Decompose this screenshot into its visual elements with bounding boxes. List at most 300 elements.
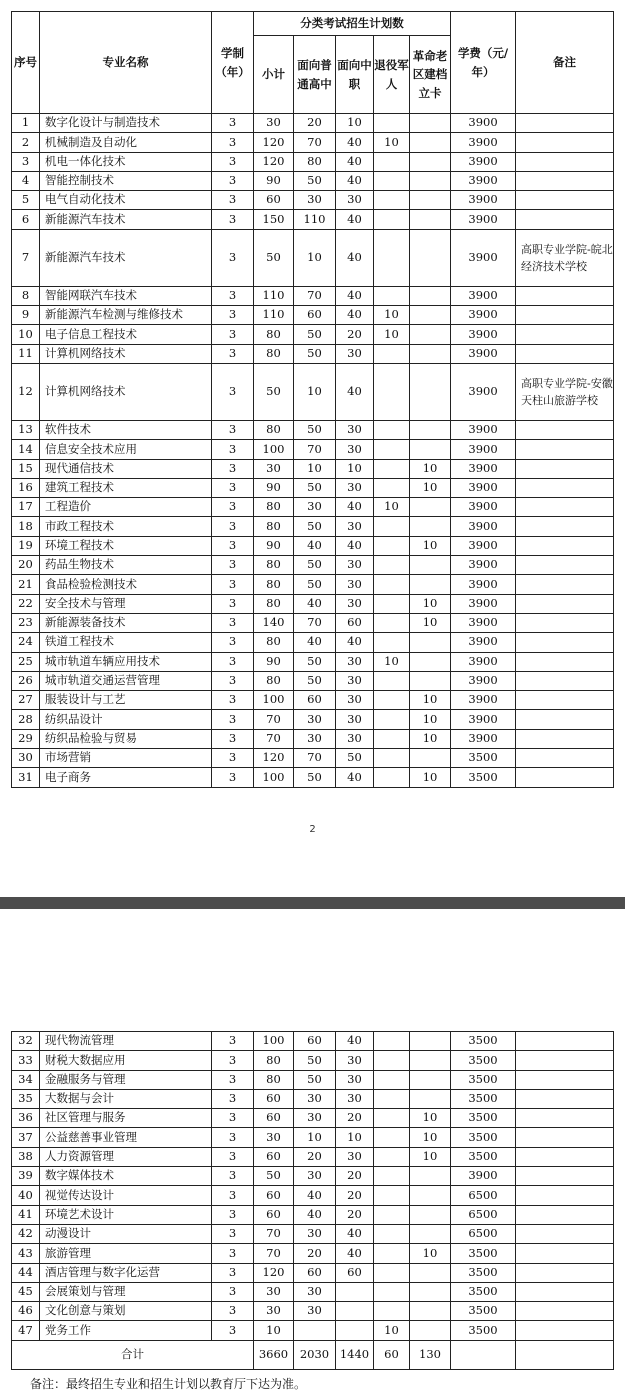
cell-name: 智能控制技术 (40, 171, 212, 190)
cell-subtotal: 10 (254, 1321, 294, 1340)
cell-note (516, 459, 614, 478)
page-number: 2 (309, 824, 316, 835)
cell-general: 70 (294, 613, 336, 632)
cell-name: 软件技术 (40, 420, 212, 439)
cell-general: 80 (294, 152, 336, 171)
cell-fee: 3500 (451, 1128, 516, 1147)
total-general: 2030 (294, 1340, 336, 1369)
cell-veteran (374, 517, 410, 536)
cell-veteran (374, 1205, 410, 1224)
table-row (12, 1205, 614, 1224)
table-row (12, 613, 614, 632)
cell-general: 50 (294, 1051, 336, 1070)
cell-name: 现代通信技术 (40, 459, 212, 478)
cell-note (516, 171, 614, 190)
cell-vocational: 30 (336, 652, 374, 671)
cell-fee: 3900 (451, 459, 516, 478)
cell-name: 城市轨道车辆应用技术 (40, 652, 212, 671)
table-row (12, 1128, 614, 1147)
cell-subtotal: 90 (254, 536, 294, 555)
table-row (12, 325, 614, 344)
cell-veteran (374, 1089, 410, 1108)
cell-poverty (410, 498, 451, 517)
cell-veteran (374, 229, 410, 286)
cell-veteran (374, 171, 410, 190)
cell-subtotal: 90 (254, 652, 294, 671)
cell-vocational: 30 (336, 671, 374, 690)
cell-vocational: 40 (336, 536, 374, 555)
cell-poverty (410, 152, 451, 171)
cell-general: 30 (294, 1089, 336, 1108)
cell-fee: 3900 (451, 536, 516, 555)
cell-veteran (374, 344, 410, 363)
total-vocational: 1440 (336, 1340, 374, 1369)
cell-years: 3 (212, 517, 254, 536)
cell-poverty: 10 (410, 1109, 451, 1128)
cell-subtotal: 120 (254, 152, 294, 171)
cell-note (516, 152, 614, 171)
header-note: 备注 (516, 12, 614, 114)
cell-vocational: 40 (336, 1224, 374, 1243)
cell-years: 3 (212, 152, 254, 171)
cell-years: 3 (212, 749, 254, 768)
cell-veteran (374, 440, 410, 459)
cell-veteran (374, 1128, 410, 1147)
cell-veteran (374, 1167, 410, 1186)
enrollment-table-page2 (11, 1031, 614, 1370)
header-fee: 学费（元/年） (451, 12, 516, 114)
cell-note (516, 1244, 614, 1263)
table-row (12, 729, 614, 748)
cell-note: 高职专业学院-安徽天柱山旅游学校 (516, 363, 614, 420)
cell-years: 3 (212, 229, 254, 286)
cell-vocational: 40 (336, 1032, 374, 1051)
cell-note (516, 536, 614, 555)
table-row (12, 286, 614, 305)
cell-poverty: 10 (410, 536, 451, 555)
cell-poverty (410, 440, 451, 459)
cell-name: 新能源汽车技术 (40, 229, 212, 286)
cell-years: 3 (212, 1302, 254, 1321)
cell-seq: 37 (12, 1128, 40, 1147)
cell-years: 3 (212, 440, 254, 459)
cell-fee: 3900 (451, 420, 516, 439)
cell-subtotal: 90 (254, 478, 294, 497)
cell-general: 60 (294, 691, 336, 710)
cell-years: 3 (212, 556, 254, 575)
cell-fee: 3500 (451, 768, 516, 787)
total-subtotal: 3660 (254, 1340, 294, 1369)
cell-note (516, 1070, 614, 1089)
cell-veteran (374, 1282, 410, 1301)
cell-seq: 46 (12, 1302, 40, 1321)
cell-poverty (410, 1224, 451, 1243)
cell-fee: 3900 (451, 652, 516, 671)
cell-general: 50 (294, 768, 336, 787)
header-years: 学制（年） (212, 12, 254, 114)
cell-general: 20 (294, 1244, 336, 1263)
cell-years: 3 (212, 1128, 254, 1147)
cell-name: 会展策划与管理 (40, 1282, 212, 1301)
cell-general: 40 (294, 594, 336, 613)
cell-seq: 21 (12, 575, 40, 594)
cell-seq: 25 (12, 652, 40, 671)
cell-fee: 3900 (451, 594, 516, 613)
cell-note (516, 768, 614, 787)
cell-name: 纺织品检验与贸易 (40, 729, 212, 748)
cell-veteran (374, 114, 410, 133)
cell-vocational: 30 (336, 710, 374, 729)
cell-subtotal: 80 (254, 344, 294, 363)
cell-years: 3 (212, 652, 254, 671)
cell-subtotal: 100 (254, 768, 294, 787)
cell-subtotal: 30 (254, 1302, 294, 1321)
cell-name: 建筑工程技术 (40, 478, 212, 497)
cell-name: 社区管理与服务 (40, 1109, 212, 1128)
cell-general: 70 (294, 286, 336, 305)
cell-seq: 23 (12, 613, 40, 632)
cell-seq: 2 (12, 133, 40, 152)
cell-poverty: 10 (410, 710, 451, 729)
cell-years: 3 (212, 536, 254, 555)
cell-subtotal: 30 (254, 1128, 294, 1147)
cell-vocational: 40 (336, 633, 374, 652)
cell-subtotal: 60 (254, 1109, 294, 1128)
cell-fee: 3900 (451, 671, 516, 690)
table-row (12, 1109, 614, 1128)
cell-veteran: 10 (374, 1321, 410, 1340)
table-row (12, 1302, 614, 1321)
header-name: 专业名称 (40, 12, 212, 114)
cell-general: 30 (294, 729, 336, 748)
cell-fee: 3900 (451, 478, 516, 497)
cell-general: 10 (294, 1128, 336, 1147)
cell-poverty (410, 556, 451, 575)
cell-note (516, 1109, 614, 1128)
cell-fee: 3500 (451, 1089, 516, 1108)
table-row (12, 210, 614, 229)
cell-fee: 3900 (451, 286, 516, 305)
cell-name: 电气自动化技术 (40, 191, 212, 210)
header-general: 面向普通高中 (294, 36, 336, 114)
cell-seq: 15 (12, 459, 40, 478)
table-row (12, 671, 614, 690)
cell-subtotal: 80 (254, 594, 294, 613)
cell-poverty (410, 210, 451, 229)
cell-poverty (410, 1205, 451, 1224)
cell-subtotal: 100 (254, 691, 294, 710)
cell-vocational: 30 (336, 191, 374, 210)
cell-general: 50 (294, 652, 336, 671)
cell-general: 30 (294, 1224, 336, 1243)
cell-name: 市场营销 (40, 749, 212, 768)
cell-fee: 3900 (451, 729, 516, 748)
cell-seq: 19 (12, 536, 40, 555)
cell-poverty (410, 633, 451, 652)
cell-fee: 3500 (451, 1282, 516, 1301)
cell-poverty: 10 (410, 729, 451, 748)
cell-poverty (410, 1263, 451, 1282)
table-row (12, 133, 614, 152)
cell-seq: 41 (12, 1205, 40, 1224)
cell-note (516, 1186, 614, 1205)
cell-note (516, 575, 614, 594)
cell-vocational (336, 1321, 374, 1340)
cell-fee: 3900 (451, 344, 516, 363)
cell-note (516, 710, 614, 729)
cell-years: 3 (212, 1089, 254, 1108)
cell-fee: 3900 (451, 575, 516, 594)
cell-general: 40 (294, 536, 336, 555)
cell-seq: 34 (12, 1070, 40, 1089)
cell-years: 3 (212, 1147, 254, 1166)
cell-veteran: 10 (374, 498, 410, 517)
table-row (12, 517, 614, 536)
table-row (12, 652, 614, 671)
table-row (12, 152, 614, 171)
cell-name: 机械制造及自动化 (40, 133, 212, 152)
cell-subtotal: 60 (254, 1205, 294, 1224)
cell-general: 60 (294, 1263, 336, 1282)
cell-subtotal: 30 (254, 114, 294, 133)
cell-note (516, 671, 614, 690)
cell-years: 3 (212, 306, 254, 325)
cell-poverty: 10 (410, 613, 451, 632)
cell-general: 10 (294, 459, 336, 478)
cell-subtotal: 70 (254, 1244, 294, 1263)
cell-subtotal: 150 (254, 210, 294, 229)
cell-fee: 3500 (451, 1263, 516, 1282)
table-row (12, 440, 614, 459)
cell-note (516, 729, 614, 748)
cell-note (516, 1263, 614, 1282)
cell-vocational (336, 1282, 374, 1301)
cell-vocational: 30 (336, 556, 374, 575)
cell-poverty (410, 420, 451, 439)
cell-seq: 1 (12, 114, 40, 133)
cell-note (516, 1302, 614, 1321)
cell-vocational: 20 (336, 1186, 374, 1205)
cell-poverty (410, 1070, 451, 1089)
cell-note (516, 1321, 614, 1340)
cell-veteran: 10 (374, 652, 410, 671)
cell-seq: 14 (12, 440, 40, 459)
cell-subtotal: 50 (254, 229, 294, 286)
cell-fee: 3900 (451, 710, 516, 729)
page-separator (0, 897, 625, 909)
cell-name: 视觉传达设计 (40, 1186, 212, 1205)
cell-note (516, 556, 614, 575)
cell-fee: 3500 (451, 1244, 516, 1263)
cell-fee: 3500 (451, 1109, 516, 1128)
cell-seq: 39 (12, 1167, 40, 1186)
cell-veteran (374, 191, 410, 210)
cell-name: 计算机网络技术 (40, 344, 212, 363)
cell-poverty (410, 517, 451, 536)
cell-poverty (410, 1186, 451, 1205)
cell-vocational: 10 (336, 459, 374, 478)
cell-note (516, 652, 614, 671)
table-row (12, 306, 614, 325)
cell-note (516, 325, 614, 344)
cell-vocational: 30 (336, 1051, 374, 1070)
table-row (12, 114, 614, 133)
enrollment-table-page1 (11, 11, 614, 788)
cell-general: 60 (294, 1032, 336, 1051)
cell-veteran (374, 613, 410, 632)
cell-veteran (374, 594, 410, 613)
cell-veteran (374, 671, 410, 690)
cell-seq: 38 (12, 1147, 40, 1166)
cell-fee: 3900 (451, 229, 516, 286)
cell-note (516, 133, 614, 152)
cell-subtotal: 120 (254, 1263, 294, 1282)
cell-fee: 3900 (451, 633, 516, 652)
cell-fee: 3500 (451, 1147, 516, 1166)
cell-vocational: 40 (336, 363, 374, 420)
cell-name: 城市轨道交通运营管理 (40, 671, 212, 690)
total-label: 合计 (12, 1340, 254, 1369)
cell-subtotal: 110 (254, 286, 294, 305)
cell-general: 50 (294, 517, 336, 536)
cell-veteran (374, 1051, 410, 1070)
footnote: 备注：最终招生专业和招生计划以教育厅下达为准。 (30, 1377, 307, 1391)
cell-veteran (374, 1070, 410, 1089)
table-row (12, 594, 614, 613)
cell-fee: 3900 (451, 191, 516, 210)
cell-subtotal: 80 (254, 498, 294, 517)
cell-veteran: 10 (374, 133, 410, 152)
table-row (12, 1186, 614, 1205)
cell-vocational: 30 (336, 478, 374, 497)
cell-poverty (410, 1302, 451, 1321)
cell-note (516, 498, 614, 517)
cell-fee: 3900 (451, 114, 516, 133)
cell-name: 动漫设计 (40, 1224, 212, 1243)
cell-poverty (410, 652, 451, 671)
cell-years: 3 (212, 1167, 254, 1186)
cell-poverty: 10 (410, 594, 451, 613)
cell-name: 大数据与会计 (40, 1089, 212, 1108)
cell-seq: 28 (12, 710, 40, 729)
cell-years: 3 (212, 1070, 254, 1089)
cell-veteran (374, 768, 410, 787)
cell-vocational: 40 (336, 498, 374, 517)
cell-general: 110 (294, 210, 336, 229)
table-row (12, 710, 614, 729)
cell-years: 3 (212, 1109, 254, 1128)
table-row (12, 229, 614, 286)
cell-note (516, 691, 614, 710)
table-row (12, 498, 614, 517)
cell-note (516, 440, 614, 459)
table-row (12, 691, 614, 710)
cell-seq: 29 (12, 729, 40, 748)
cell-fee: 3500 (451, 1051, 516, 1070)
cell-poverty: 10 (410, 691, 451, 710)
cell-poverty: 10 (410, 478, 451, 497)
cell-years: 3 (212, 344, 254, 363)
cell-fee: 3900 (451, 613, 516, 632)
cell-fee: 3900 (451, 556, 516, 575)
cell-note (516, 1089, 614, 1108)
cell-vocational: 30 (336, 420, 374, 439)
cell-fee: 3900 (451, 325, 516, 344)
cell-poverty (410, 286, 451, 305)
cell-veteran: 10 (374, 306, 410, 325)
cell-subtotal: 80 (254, 1051, 294, 1070)
table-row (12, 459, 614, 478)
cell-poverty (410, 171, 451, 190)
cell-poverty: 10 (410, 1128, 451, 1147)
cell-years: 3 (212, 171, 254, 190)
cell-vocational: 10 (336, 1128, 374, 1147)
cell-name: 信息安全技术应用 (40, 440, 212, 459)
cell-name: 新能源装备技术 (40, 613, 212, 632)
table-row (12, 1244, 614, 1263)
total-fee (451, 1340, 516, 1369)
table-row (12, 1032, 614, 1051)
cell-fee: 6500 (451, 1205, 516, 1224)
cell-fee: 3900 (451, 363, 516, 420)
cell-veteran (374, 633, 410, 652)
cell-veteran (374, 1224, 410, 1243)
cell-subtotal: 60 (254, 1147, 294, 1166)
cell-vocational: 40 (336, 133, 374, 152)
cell-note (516, 114, 614, 133)
cell-name: 金融服务与管理 (40, 1070, 212, 1089)
cell-subtotal: 100 (254, 1032, 294, 1051)
cell-general: 50 (294, 344, 336, 363)
cell-subtotal: 80 (254, 517, 294, 536)
cell-seq: 4 (12, 171, 40, 190)
cell-veteran (374, 286, 410, 305)
total-veteran: 60 (374, 1340, 410, 1369)
cell-veteran (374, 459, 410, 478)
cell-name: 市政工程技术 (40, 517, 212, 536)
cell-subtotal: 110 (254, 306, 294, 325)
table-row (12, 633, 614, 652)
cell-vocational: 30 (336, 1089, 374, 1108)
cell-general: 30 (294, 1302, 336, 1321)
cell-veteran (374, 1244, 410, 1263)
cell-fee: 3500 (451, 1032, 516, 1051)
cell-subtotal: 50 (254, 1167, 294, 1186)
cell-veteran (374, 1186, 410, 1205)
cell-seq: 31 (12, 768, 40, 787)
header-vocational: 面向中职 (336, 36, 374, 114)
cell-years: 3 (212, 363, 254, 420)
cell-name: 数字媒体技术 (40, 1167, 212, 1186)
cell-name: 党务工作 (40, 1321, 212, 1340)
cell-vocational: 30 (336, 1070, 374, 1089)
cell-years: 3 (212, 114, 254, 133)
cell-fee: 6500 (451, 1186, 516, 1205)
cell-veteran (374, 1263, 410, 1282)
cell-vocational: 40 (336, 171, 374, 190)
cell-subtotal: 80 (254, 633, 294, 652)
cell-fee: 3900 (451, 171, 516, 190)
cell-general: 20 (294, 114, 336, 133)
cell-vocational: 10 (336, 114, 374, 133)
table-row (12, 1147, 614, 1166)
table-row (12, 191, 614, 210)
cell-veteran (374, 749, 410, 768)
cell-veteran (374, 536, 410, 555)
cell-general: 50 (294, 171, 336, 190)
cell-years: 3 (212, 729, 254, 748)
cell-years: 3 (212, 1244, 254, 1263)
